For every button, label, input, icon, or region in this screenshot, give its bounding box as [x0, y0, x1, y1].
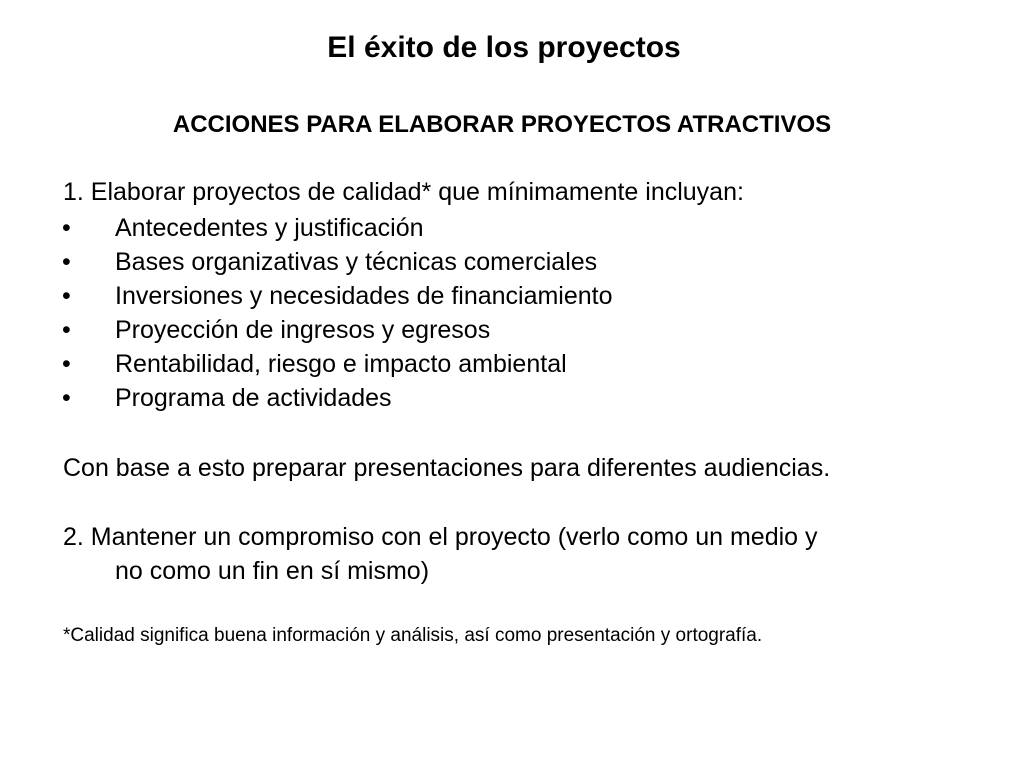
bullet-icon: • [62, 248, 71, 276]
list-item-text: Rentabilidad, riesgo e impacto ambiental [115, 350, 567, 378]
slide-title: El éxito de los proyectos [327, 31, 681, 64]
list-item-text: Inversiones y necesidades de financiamiento [115, 282, 613, 310]
point-2-line-1: 2. Mantener un compromiso con el proyecto (verlo como un medio y [63, 523, 818, 551]
point-2-text [63, 520, 818, 588]
list-item-text: Bases organizativas y técnicas comerciales [115, 248, 598, 276]
bullet-icon: • [62, 214, 71, 242]
footnote: *Calidad significa buena información y análisis, así como presentación y ortografía. [63, 625, 763, 646]
list-item-text: Proyección de ingresos y egresos [115, 316, 491, 344]
point-1-text: 1. Elaborar proyectos de calidad* que mínimamente incluyan: [63, 178, 744, 206]
list-item-text: Antecedentes y justificación [115, 214, 424, 242]
bullet-icon: • [62, 350, 71, 378]
bullet-icon: • [62, 384, 71, 412]
slide-subtitle: ACCIONES PARA ELABORAR PROYECTOS ATRACTIVOS [172, 111, 832, 138]
bullet-icon: • [62, 282, 71, 310]
audiences-text: Con base a esto preparar presentaciones para diferentes audiencias. [63, 454, 831, 482]
bullet-icon: • [62, 316, 71, 344]
point-2-line-2: no como un fin en sí mismo) [115, 557, 430, 585]
list-item-text: Programa de actividades [115, 384, 392, 412]
